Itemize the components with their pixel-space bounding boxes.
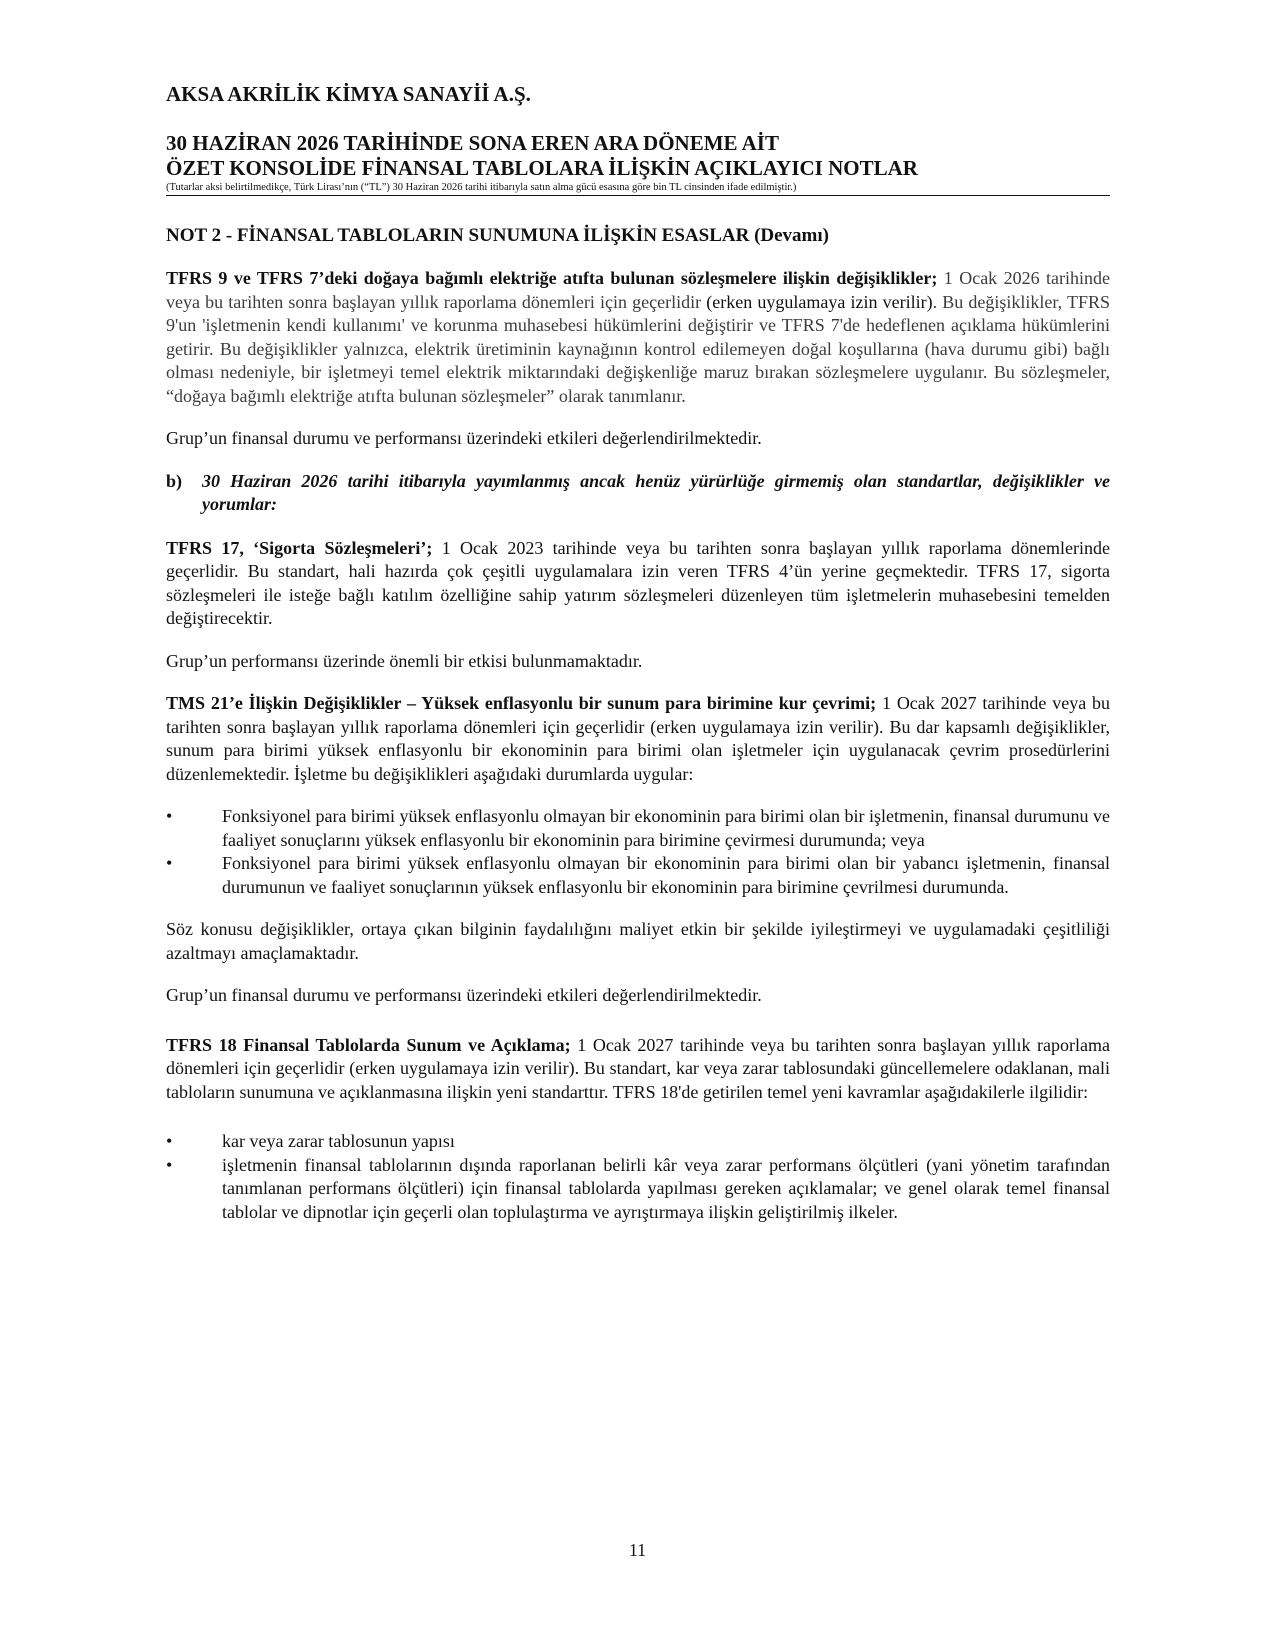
bullet-icon: • [166, 853, 173, 873]
page-content [166, 82, 1110, 1243]
header-divider [166, 195, 1110, 196]
paragraph-tfrs9-tfrs7 [166, 267, 1110, 408]
section-title: 30 Haziran 2026 tarihi itibarıyla yayımlanmış ancak henüz yürürlüğe girmemiş olan standartlar, değişiklikler ve yorumlar: [202, 470, 1110, 514]
paragraph-text: (erken uygulamaya izin verilir) [706, 291, 933, 312]
list-item-text: işletmenin finansal tablolarının dışında raporlanan belirli kâr veya zarar performans ölçütleri (yani yönetim tarafından tanımlanan performans ölçütleri) için finansal tablolarda yapılması gereken açıklamalar; ve genel olarak temel finansal tablolar ve dipnotlar için geçerli olan toplulaştırma ve ayrıştırmaya ilişkin geliştirilmiş ilkeler. [222, 1154, 1110, 1222]
report-title-line-2: ÖZET KONSOLİDE FİNANSAL TABLOLARA İLİŞKİN AÇIKLAYICI NOTLAR [166, 156, 918, 180]
list-item-text: Fonksiyonel para birimi yüksek enflasyonlu olmayan bir ekonominin para birimi olan bir yabancı işletmenin, finansal durumunun ve faaliyet sonuçlarının yüksek enflasyonlu bir ekonominin para birimine çevrilmesi durumunda. [222, 853, 1110, 897]
company-name: AKSA AKRİLİK KİMYA SANAYİİ A.Ş. [166, 82, 531, 106]
report-subtitle: (Tutarlar aksi belirtilmedikçe, Türk Lirası’nın (“TL”) 30 Haziran 2026 tarihi itibarıyla satın alma gücü esasına göre bin TL cinsinden ifade edilmiştir.) [166, 182, 797, 193]
section-letter: b) [166, 470, 183, 491]
paragraph-purpose: Söz konusu değişiklikler, ortaya çıkan bilginin faydalılığını maliyet etkin bir şekilde iyileştirmeyi ve uygulamadaki çeşitliliği azaltmayı amaçlamaktadır. [166, 919, 1110, 963]
paragraph-tfrs17 [166, 537, 1110, 631]
paragraph-bold-lead: TFRS 17, ‘Sigorta Sözleşmeleri’; [166, 537, 433, 558]
bullet-icon: • [166, 1154, 173, 1175]
paragraph-text: 1 Ocak 2023 tarihinde veya bu tarihten sonra başlayan yıllık raporlama dönemlerinde geçerlidir. Bu standart, hali hazırda çok çeşitli uygulamalara izin veren TFRS 4’ün yerine geçmektedir. TFRS 17, sigorta sözleşmeleri ile isteğe bağlı katılım özelliğine sahip yatırım sözleşmeleri düzenleyen tüm işletmelerin muhasebesini temelden değiştirecektir. [166, 537, 1111, 628]
paragraph-text: . Bu değişiklikler, TFRS 9'un 'işletmenin kendi kullanımı' ve korunma muhasebesi hükümlerini değiştirir ve TFRS 7'de hedeflenen açıklama hükümlerini getirir. Bu değişiklikler yalnızca, elektrik üretiminin kaynağının kontrol edilemeyen doğal koşullarına (hava durumu gibi) bağlı olması nedeniyle, bir işletmeyi temel elektrik miktarındaki değişkenliğe maruz bırakan sözleşmelere uygulanır. Bu sözleşmeler, “doğaya bağımlı elektriğe atıfta bulunan sözleşmeler” olarak tanımlanır. [166, 291, 1110, 406]
paragraph-text: 1 Ocak 2027 tarihinde veya bu tarihten sonra başlayan yıllık raporlama dönemleri için geçerlidir (erken uygulamaya izin verilir). Bu dar kapsamlı değişiklikler, sunum para birimi yüksek enflasyonlu bir ekonominin para birimi olan işletmeler için uygulanacak çevrim prosedürlerini düzenlemektedir. İşletme bu değişiklikleri aşağıdaki durumlarda uygular: [166, 693, 1110, 784]
list-item [166, 1130, 1110, 1154]
list-item [166, 805, 1110, 852]
paragraph-text: 1 Ocak 2026 tarihinde veya bu tarihten sonra başlayan yıllık raporlama dönemleri için geçerlidir [166, 268, 1110, 312]
bullet-list-tfrs18 [166, 1130, 1110, 1224]
report-title-line-1: 30 HAZİRAN 2026 TARİHİNDE SONA EREN ARA DÖNEME AİT [166, 131, 779, 155]
page-number: 11 [628, 1540, 647, 1560]
list-item-text: kar veya zarar tablosunun yapısı [222, 1131, 455, 1151]
paragraph-tms21 [166, 692, 1110, 786]
paragraph-tfrs18 [166, 1034, 1110, 1105]
note-title: NOT 2 - FİNANSAL TABLOLARIN SUNUMUNA İLİŞKİN ESASLAR (Devamı) [166, 225, 829, 246]
bullet-icon: • [166, 1131, 173, 1151]
paragraph-text: 1 Ocak 2027 tarihinde veya bu tarihten sonra başlayan yıllık raporlama dönemleri için geçerlidir (erken uygulamaya izin verilir). Bu standart, kar veya zarar tablosundaki güncellemelere odaklanan, mali tabloların sunumuna ve açıklanmasına ilişkin yeni standarttır. TFRS 18'de getirilen temel yeni kavramlar aşağıdakilerle ilgilidir: [166, 1034, 1110, 1102]
list-item-text: Fonksiyonel para birimi yüksek enflasyonlu olmayan bir ekonominin para birimi olan bir işletmenin, finansal durumunu ve faaliyet sonuçlarını yüksek enflasyonlu bir ekonominin para birimine çevirmesi durumunda; veya [222, 806, 1110, 850]
paragraph-bold-lead: TFRS 9 ve TFRS 7’deki doğaya bağımlı elektriğe atıfta bulunan sözleşmelere ilişkin değişiklikler; [166, 268, 938, 288]
section-b-heading [166, 470, 1110, 517]
paragraph-assessment-1: Grup’un finansal durumu ve performansı üzerindeki etkileri değerlendirilmektedir. [166, 428, 762, 448]
list-item [166, 1154, 1110, 1225]
bullet-list-tms21 [166, 805, 1110, 899]
bullet-icon: • [166, 806, 173, 826]
paragraph-performance: Grup’un performansı üzerinde önemli bir etkisi bulunmamaktadır. [166, 650, 643, 671]
report-header [166, 131, 1110, 196]
paragraph-bold-lead: TMS 21’e İlişkin Değişiklikler – Yüksek enflasyonlu bir sunum para birimine kur çevrimi; [166, 693, 877, 713]
paragraph-assessment-2: Grup’un finansal durumu ve performansı üzerindeki etkileri değerlendirilmektedir. [166, 985, 762, 1005]
paragraph-bold-lead: TFRS 18 Finansal Tablolarda Sunum ve Açıklama; [166, 1034, 571, 1055]
list-item [166, 852, 1110, 899]
